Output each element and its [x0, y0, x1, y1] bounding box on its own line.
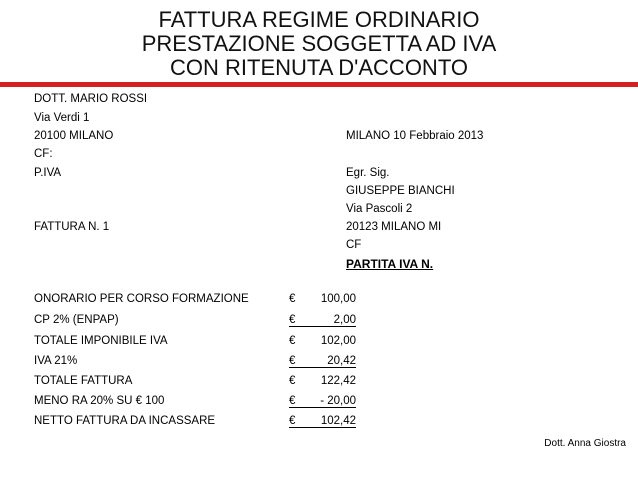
sender-cf: CF: [34, 148, 53, 160]
line-currency: € [289, 415, 296, 427]
line-label: ONORARIO PER CORSO FORMAZIONE [34, 293, 249, 305]
line-amount: 100,00 [320, 293, 356, 305]
line-amount: 2,00 [289, 314, 356, 327]
line-amount: - 20,00 [289, 395, 356, 408]
line-currency: € [289, 395, 296, 407]
line-currency: € [289, 375, 296, 387]
recipient-street: Via Pascoli 2 [346, 203, 413, 215]
line-label: TOTALE IMPONIBILE IVA [34, 335, 168, 347]
line-label: NETTO FATTURA DA INCASSARE [34, 415, 216, 427]
recipient-name: GIUSEPPE BIANCHI [346, 185, 455, 197]
line-currency: € [289, 335, 296, 347]
recipient-city: 20123 MILANO MI [346, 221, 442, 233]
line-amount: 102,00 [320, 335, 356, 347]
line-label: TOTALE FATTURA [34, 375, 133, 387]
line-currency: € [289, 355, 296, 367]
line-currency: € [289, 293, 296, 305]
sender-piva: P.IVA [34, 167, 62, 179]
title-line-2: PRESTAZIONE SOGGETTA AD IVA [141, 31, 497, 56]
recipient-piva: PARTITA IVA N. [346, 257, 434, 271]
line-amount: 102,42 [289, 415, 356, 428]
line-amount: 122,42 [320, 375, 356, 387]
sender-name: DOTT. MARIO ROSSI [34, 93, 148, 105]
recipient-salutation: Egr. Sig. [346, 167, 390, 179]
line-label: MENO RA 20% SU € 100 [34, 395, 165, 407]
sender-city: 20100 MILANO [34, 130, 114, 142]
sender-street: Via Verdi 1 [34, 112, 90, 124]
title-line-1: FATTURA REGIME ORDINARIO [158, 7, 480, 32]
date-place: MILANO 10 Febbraio 2013 [346, 130, 484, 142]
invoice-title [0, 8, 638, 80]
title-divider [0, 82, 638, 87]
recipient-cf: CF [346, 239, 362, 251]
line-currency: € [289, 314, 296, 326]
line-label: IVA 21% [34, 355, 78, 367]
invoice-number: FATTURA N. 1 [34, 221, 110, 233]
line-amount: 20,42 [289, 355, 356, 368]
line-label: CP 2% (ENPAP) [34, 314, 119, 326]
footer-author: Dott. Anna Giostra [544, 438, 626, 449]
title-line-3: CON RITENUTA D'ACCONTO [170, 55, 468, 80]
